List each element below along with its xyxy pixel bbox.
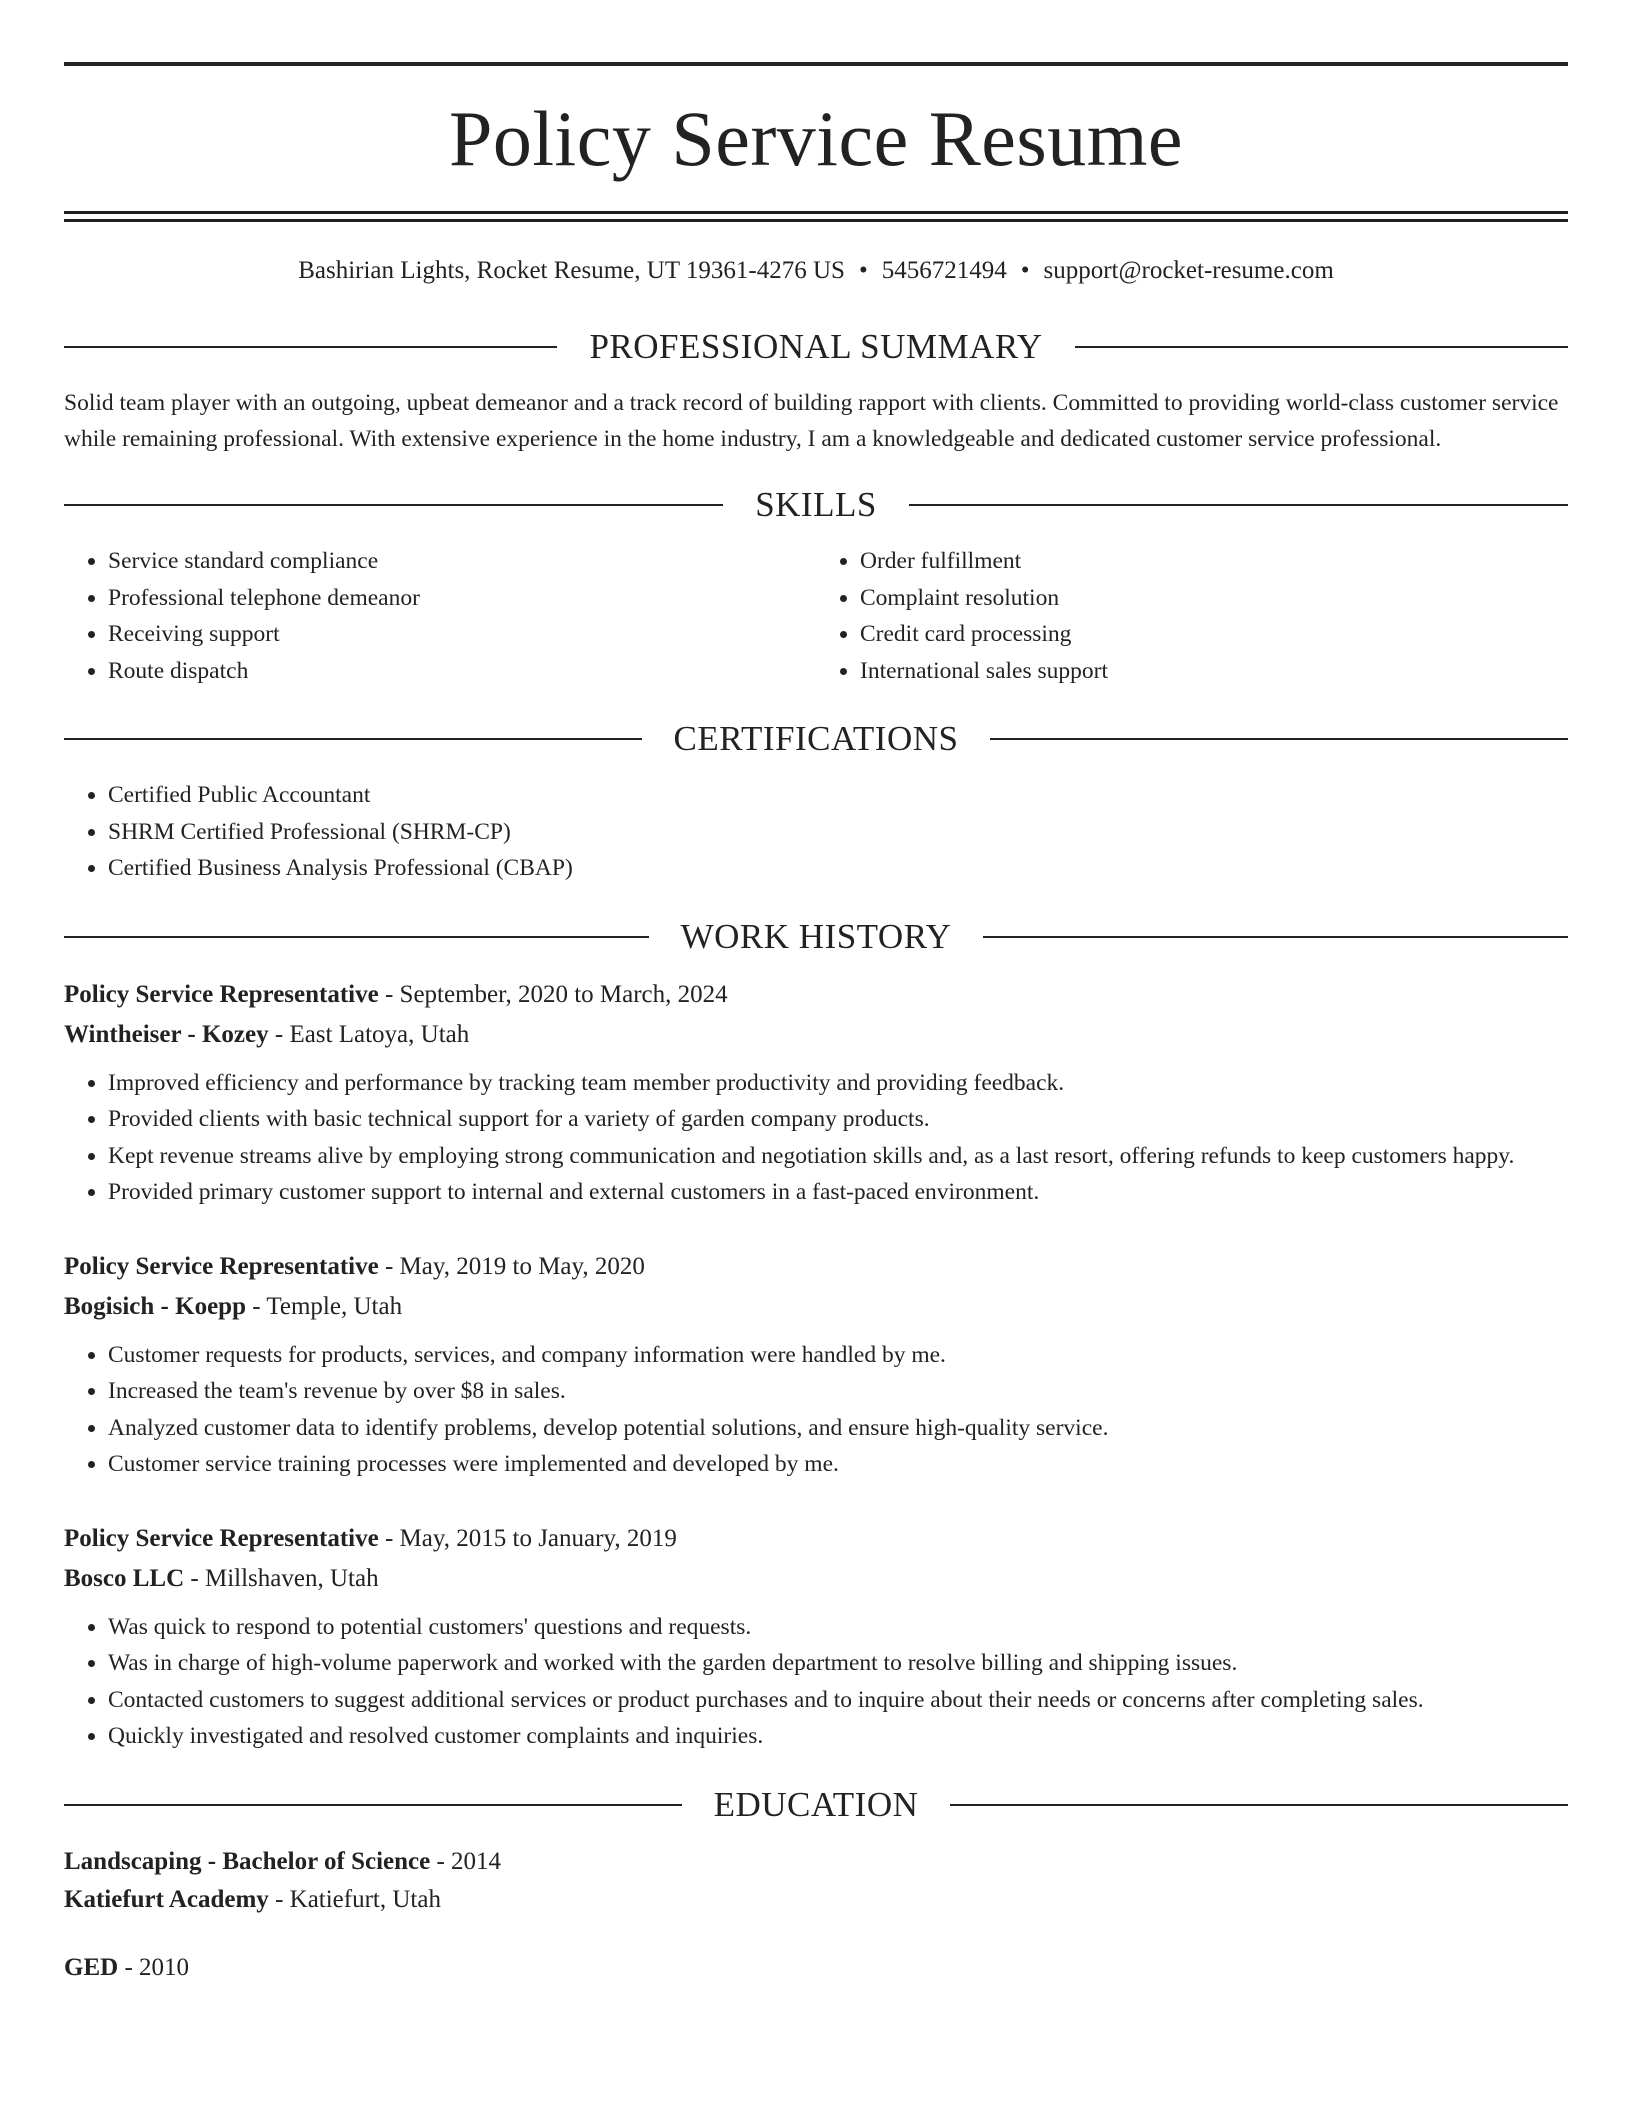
section-heading-education <box>64 1783 1568 1827</box>
title-double-rule <box>64 211 1568 222</box>
skills-list <box>64 543 1568 689</box>
heading-rule <box>909 504 1568 506</box>
job-bullet: • Improved efficiency and performance by tracking team member productivity and providing feedback. <box>108 1065 1568 1102</box>
education-entry <box>64 1843 1568 1919</box>
job-entry <box>64 1247 1568 1483</box>
heading-rule <box>64 346 557 348</box>
dash: - <box>378 1524 400 1552</box>
contact-phone: 5456721494 <box>881 257 1007 284</box>
contact-address: Bashirian Lights, Rocket Resume, UT 19361-4276 US <box>298 257 845 284</box>
dash: - <box>268 1885 290 1913</box>
certification-item: • Certified Business Analysis Professional (CBAP) <box>108 850 1568 887</box>
skills-column-left <box>64 543 816 689</box>
skill-item: • Order fulfillment <box>860 543 1568 580</box>
job-bullet: • Provided primary customer support to internal and external customers in a fast-paced environment. <box>108 1174 1568 1211</box>
heading-rule <box>64 936 649 938</box>
education-year: 2010 <box>139 1953 190 1981</box>
heading-rule <box>990 738 1568 740</box>
job-location: Millshaven, Utah <box>204 1564 379 1592</box>
job-title: Policy Service Representative <box>64 980 379 1008</box>
dash: - <box>378 980 400 1008</box>
section-heading-certifications <box>64 717 1568 761</box>
education-degree-line <box>64 1843 1568 1881</box>
job-entry <box>64 1519 1568 1755</box>
dash: - <box>268 1020 290 1048</box>
job-bullet: • Contacted customers to suggest additional services or product purchases and to inquire about their needs or concerns after completing sales. <box>108 1682 1568 1719</box>
contact-separator: • <box>1020 257 1030 284</box>
dash: - <box>184 1564 205 1592</box>
education-degree: GED <box>64 1953 119 1981</box>
contact-line <box>64 257 1568 285</box>
heading-rule <box>64 1804 682 1806</box>
section-heading-label: EDUCATION <box>713 1784 919 1824</box>
professional-summary: Solid team player with an outgoing, upbeat demeanor and a track record of building rapport with clients. Committed to providing world-class customer service while remaining professional. With extensive experience in the home industry, I am a knowledgeable and dedicated customer service professional. <box>64 390 1559 452</box>
job-bullet: • Quickly investigated and resolved customer complaints and inquiries. <box>108 1718 1568 1755</box>
skill-item: • Credit card processing <box>860 616 1568 653</box>
job-bullet: • Customer requests for products, services, and company information were handled by me. <box>108 1337 1568 1374</box>
job-bullet: • Kept revenue streams alive by employing strong communication and negotiation skills and, as a last resort, offering refunds to keep customers happy. <box>108 1138 1568 1175</box>
contact-separator: • <box>858 257 868 284</box>
job-bullet: • Was quick to respond to potential customers' questions and requests. <box>108 1609 1568 1646</box>
job-location: East Latoya, Utah <box>289 1020 470 1048</box>
certification-item: • SHRM Certified Professional (SHRM-CP) <box>108 814 1568 851</box>
job-dates: September, 2020 to March, 2024 <box>399 980 728 1008</box>
skill-item: • Complaint resolution <box>860 580 1568 617</box>
contact-email: support@rocket-resume.com <box>1043 257 1334 284</box>
education-school: Katiefurt Academy <box>64 1885 269 1913</box>
section-heading-label: WORK HISTORY <box>680 916 952 956</box>
dash: - <box>118 1953 140 1981</box>
job-bullets <box>64 1065 1568 1211</box>
job-company-line <box>64 1015 1568 1055</box>
skills-column-right <box>816 543 1568 689</box>
job-bullet: • Provided clients with basic technical support for a variety of garden company products. <box>108 1101 1568 1138</box>
job-company: Wintheiser - Kozey <box>64 1020 269 1048</box>
heading-rule <box>64 738 642 740</box>
section-heading-work-history <box>64 915 1568 959</box>
job-bullet: • Customer service training processes were implemented and developed by me. <box>108 1446 1568 1483</box>
skill-item: • Receiving support <box>108 616 816 653</box>
skill-item: • International sales support <box>860 653 1568 690</box>
certifications-list <box>64 777 1568 887</box>
job-bullets <box>64 1609 1568 1755</box>
heading-rule <box>64 504 723 506</box>
job-location: Temple, Utah <box>266 1292 403 1320</box>
job-company-line <box>64 1559 1568 1599</box>
skill-item: • Service standard compliance <box>108 543 816 580</box>
education-year: 2014 <box>451 1847 502 1875</box>
job-dates: May, 2019 to May, 2020 <box>399 1252 645 1280</box>
education-entry <box>64 1949 1568 1987</box>
job-company: Bosco LLC <box>64 1564 185 1592</box>
dash: - <box>430 1847 452 1875</box>
job-company: Bogisich - Koepp <box>64 1292 246 1320</box>
job-title: Policy Service Representative <box>64 1524 379 1552</box>
dash: - <box>378 1252 400 1280</box>
job-title: Policy Service Representative <box>64 1252 379 1280</box>
skill-item: • Professional telephone demeanor <box>108 580 816 617</box>
certification-item: • Certified Public Accountant <box>108 777 1568 814</box>
heading-rule <box>983 936 1568 938</box>
job-company-line <box>64 1287 1568 1327</box>
section-heading-skills <box>64 483 1568 527</box>
section-heading-label: SKILLS <box>755 485 877 524</box>
job-title-line <box>64 1519 1568 1559</box>
section-heading-summary <box>64 325 1568 369</box>
education-degree-line <box>64 1949 1568 1987</box>
resume-page <box>64 0 1568 1987</box>
education-degree: Landscaping - Bachelor of Science <box>64 1847 431 1875</box>
resume-title: Policy Service Resume <box>448 95 1184 182</box>
education-location: Katiefurt, Utah <box>289 1885 441 1913</box>
job-title-line <box>64 975 1568 1015</box>
education-school-line <box>64 1881 1568 1919</box>
section-heading-label: PROFESSIONAL SUMMARY <box>589 327 1043 366</box>
work-history <box>64 975 1568 1755</box>
job-bullet: • Was in charge of high-volume paperwork and worked with the garden department to resolve billing and shipping issues. <box>108 1645 1568 1682</box>
job-entry <box>64 975 1568 1211</box>
heading-rule <box>1075 346 1568 348</box>
heading-rule <box>950 1804 1568 1806</box>
job-title-line <box>64 1247 1568 1287</box>
job-bullet: • Increased the team's revenue by over $8 in sales. <box>108 1373 1568 1410</box>
skill-item: • Route dispatch <box>108 653 816 690</box>
dash: - <box>245 1292 267 1320</box>
job-bullets <box>64 1337 1568 1483</box>
job-bullet: • Analyzed customer data to identify problems, develop potential solutions, and ensure high-quality service. <box>108 1410 1568 1447</box>
education-list <box>64 1843 1568 1987</box>
section-heading-label: CERTIFICATIONS <box>673 719 959 758</box>
job-dates: May, 2015 to January, 2019 <box>399 1524 677 1552</box>
